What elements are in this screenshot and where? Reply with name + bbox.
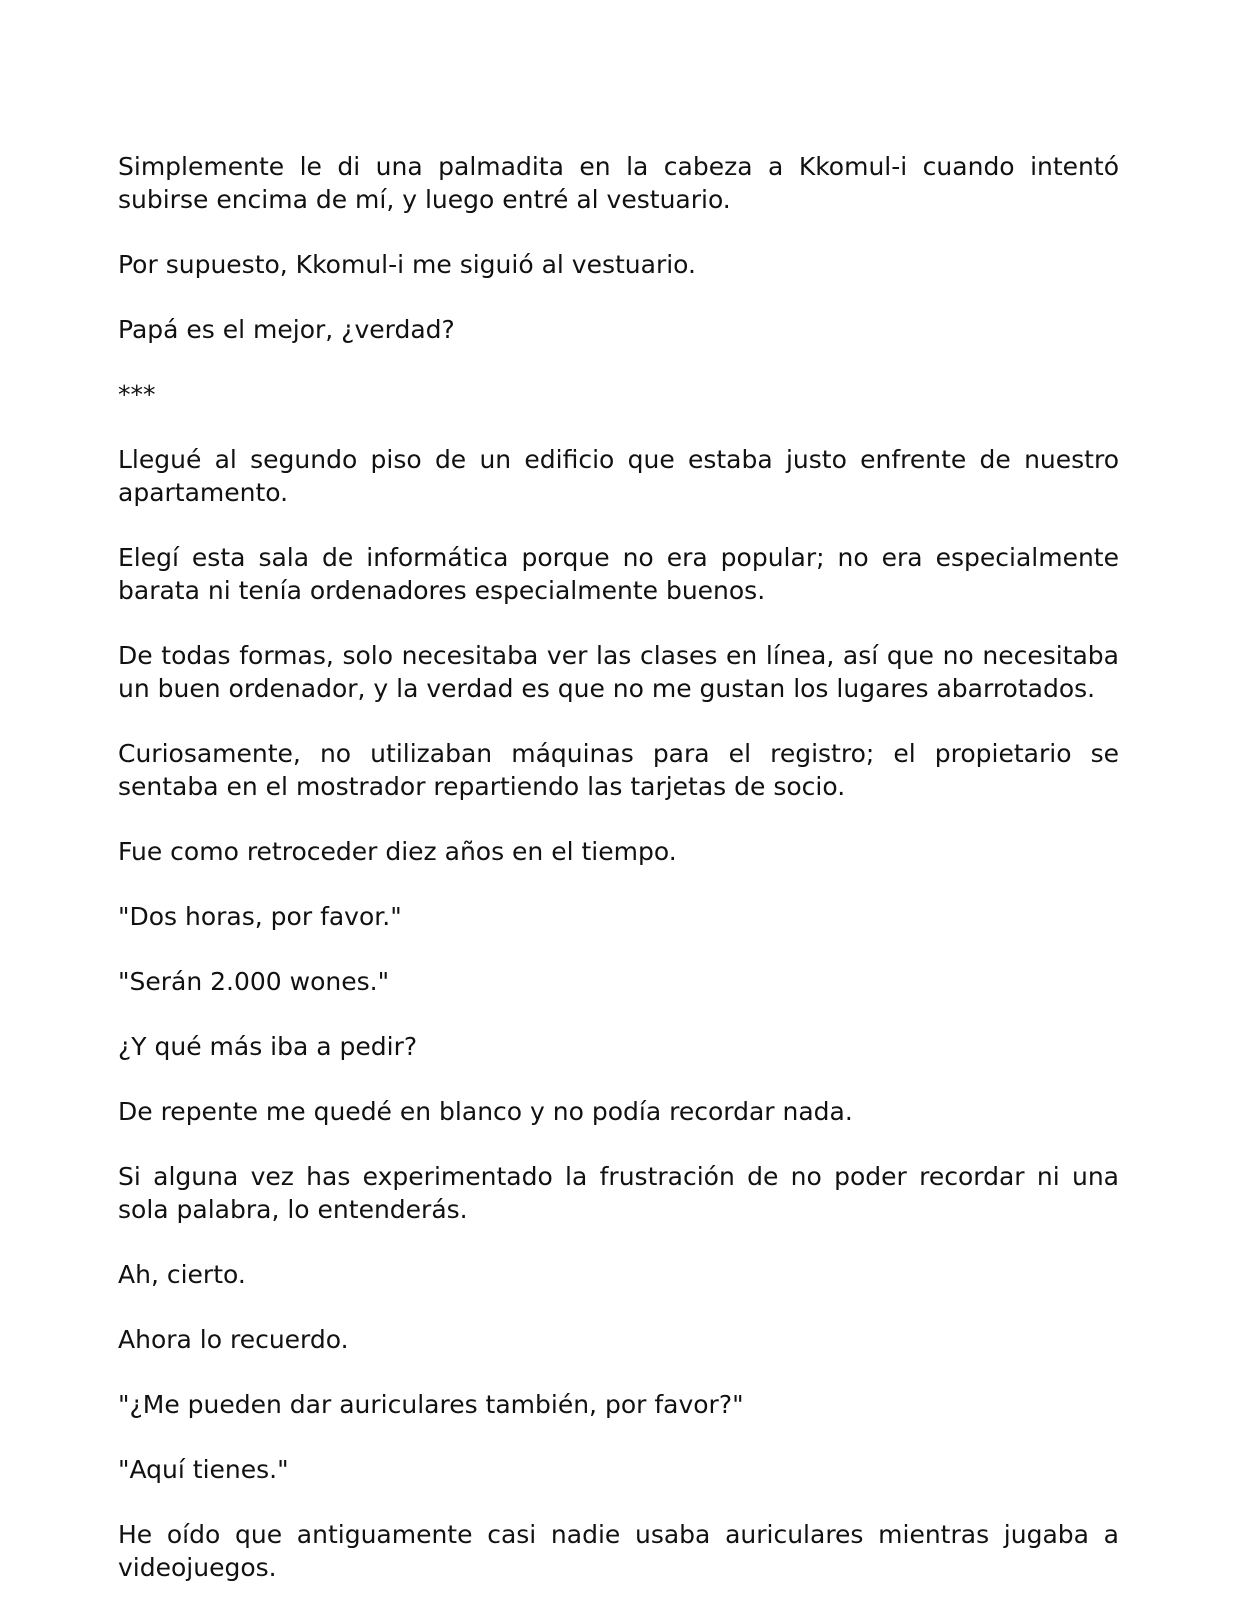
paragraph: Fue como retroceder diez años en el tiempo.	[118, 837, 677, 866]
paragraph: Ah, cierto.	[118, 1260, 246, 1289]
paragraph: Papá es el mejor, ¿verdad?	[118, 315, 455, 344]
paragraph: Por supuesto, Kkomul-i me siguió al vestuario.	[118, 250, 696, 279]
dialogue-line: "Dos horas, por favor."	[118, 902, 402, 931]
paragraph: He oído que antiguamente casi nadie usaba auriculares mientras jugaba a videojuegos.	[118, 1520, 1119, 1582]
paragraph: De repente me quedé en blanco y no podía recordar nada.	[118, 1097, 853, 1126]
dialogue-line: "¿Me pueden dar auriculares también, por favor?"	[118, 1390, 744, 1419]
paragraph: ¿Y qué más iba a pedir?	[118, 1032, 418, 1061]
dialogue-line: "Serán 2.000 wones."	[118, 967, 390, 996]
text-body	[118, 150, 1119, 1584]
scene-break: ***	[118, 380, 156, 409]
paragraph: Llegué al segundo piso de un edificio que estaba justo enfrente de nuestro apartamento.	[118, 445, 1119, 507]
paragraph: Curiosamente, no utilizaban máquinas para el registro; el propietario se sentaba en el mostrador repartiendo las tarjetas de socio.	[118, 739, 1119, 801]
dialogue-line: "Aquí tienes."	[118, 1455, 289, 1484]
paragraph: Elegí esta sala de informática porque no era popular; no era especialmente barata ni tenía ordenadores especialmente buenos.	[118, 543, 1119, 605]
paragraph: Simplemente le di una palmadita en la cabeza a Kkomul-i cuando intentó subirse encima de mí, y luego entré al vestuario.	[118, 152, 1119, 214]
paragraph: De todas formas, solo necesitaba ver las clases en línea, así que no necesitaba un buen ordenador, y la verdad es que no me gustan los lugares abarrotados.	[118, 641, 1119, 703]
paragraph: Si alguna vez has experimentado la frustración de no poder recordar ni una sola palabra, lo entenderás.	[118, 1162, 1119, 1224]
paragraph: Ahora lo recuerdo.	[118, 1325, 349, 1354]
